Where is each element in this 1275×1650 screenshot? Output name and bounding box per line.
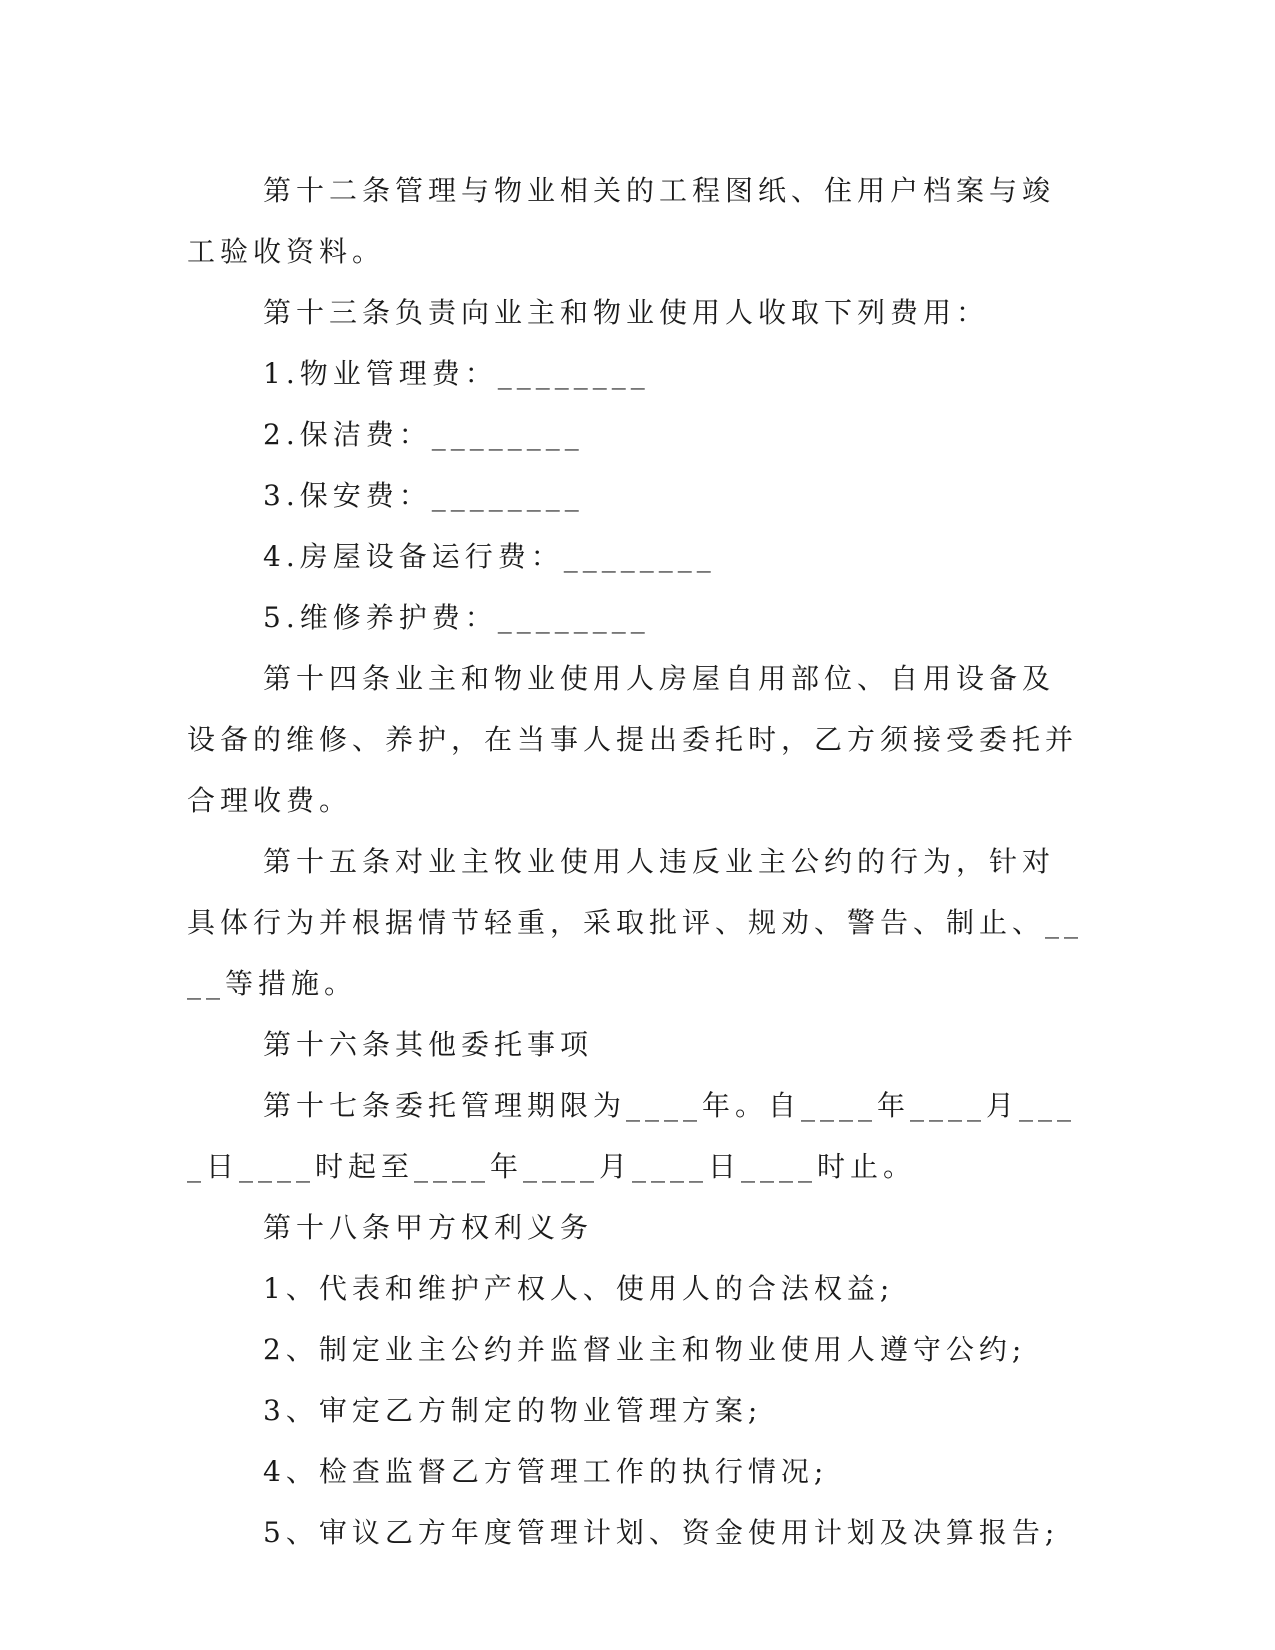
paragraph-article-16: 第十六条其他委托事项 <box>263 1028 594 1061</box>
fee-item-security: 3.保安费：________ <box>263 479 584 512</box>
paragraph-article-15: 第十五条对业主牧业使用人违反业主公约的行为，针对具体行为并根据情节轻重，采取批评、规劝、警告、制止、____等措施。 <box>187 845 1084 1000</box>
fee-item-property-management: 1.物业管理费：________ <box>263 357 650 390</box>
paragraph-article-14: 第十四条业主和物业使用人房屋自用部位、自用设备及设备的维修、养护，在当事人提出委托时，乙方须接受委托并合理收费。 <box>187 662 1079 817</box>
list-item-party-a-duty-3: 3、审定乙方制定的物业管理方案; <box>263 1394 763 1427</box>
document-body <box>187 160 1087 1563</box>
paragraph-article-18: 第十八条甲方权利义务 <box>263 1211 594 1244</box>
fee-item-maintenance: 5.维修养护费：________ <box>263 601 650 634</box>
paragraph-article-13: 第十三条负责向业主和物业使用人收取下列费用： <box>263 296 990 329</box>
list-item-party-a-duty-2: 2、制定业主公约并监督业主和物业使用人遵守公约; <box>263 1333 1027 1366</box>
fee-item-cleaning: 2.保洁费：________ <box>263 418 584 451</box>
fee-item-equipment-operation: 4.房屋设备运行费：________ <box>263 540 716 573</box>
list-item-party-a-duty-4: 4、检查监督乙方管理工作的执行情况; <box>263 1455 829 1488</box>
list-item-party-a-duty-1: 1、代表和维护产权人、使用人的合法权益; <box>263 1272 895 1305</box>
list-item-party-a-duty-5: 5、审议乙方年度管理计划、资金使用计划及决算报告; <box>263 1516 1060 1549</box>
paragraph-article-17: 第十七条委托管理期限为____年。自____年____月____日____时起至____年____月____日____时止。 <box>187 1089 1077 1183</box>
paragraph-article-12: 第十二条管理与物业相关的工程图纸、住用户档案与竣工验收资料。 <box>187 174 1056 268</box>
